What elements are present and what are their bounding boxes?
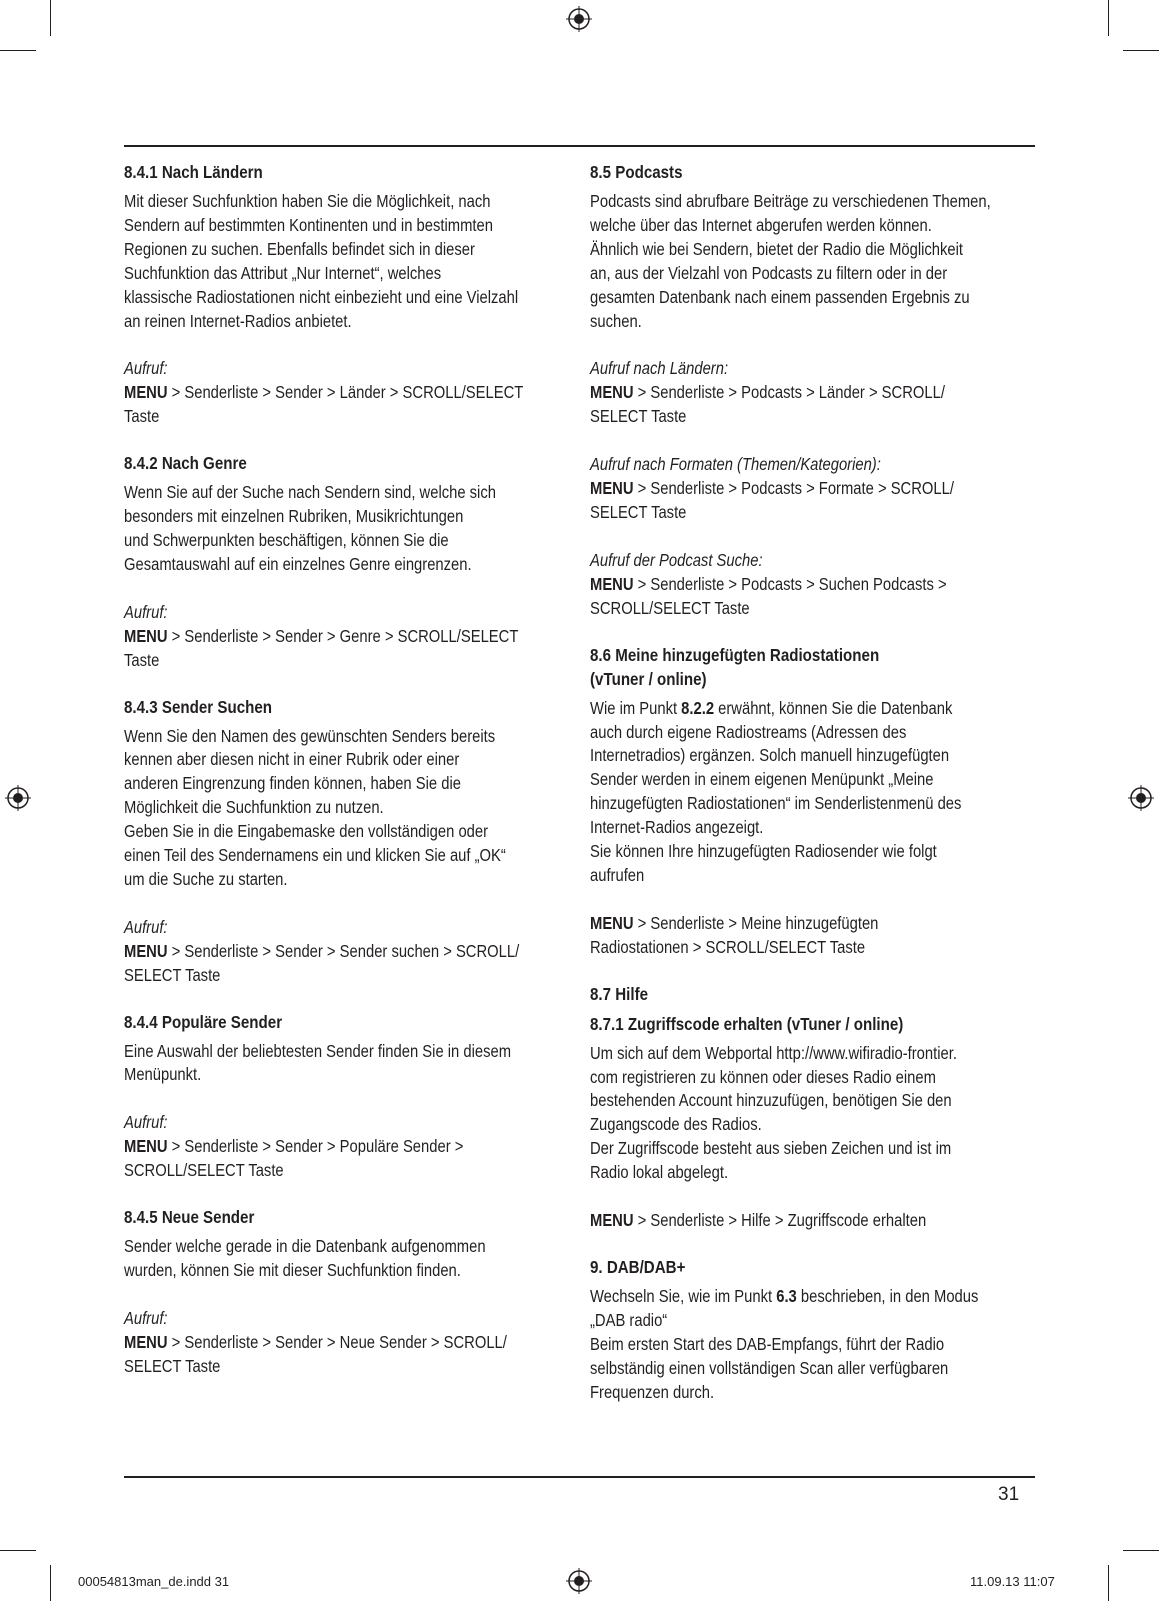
menu-keyword: MENU [124,1331,168,1352]
subsection-heading: 8.7.1 Zugriffscode erhalten (vTuner / online) [590,1013,904,1034]
aufruf-label: Aufruf: [124,601,168,622]
body-line: Zugangscode des Radios. [590,1114,762,1135]
menu-path-continued: Radiostationen > SCROLL/SELECT Taste [590,936,866,957]
section-heading: 8.4.5 Neue Sender [124,1207,255,1228]
section-heading-line: 8.6 Meine hinzugefügten Radiostationen [590,644,880,665]
menu-keyword: MENU [124,382,168,403]
body-line: Wenn Sie auf der Suche nach Sendern sind, welche sich [124,482,496,503]
body-line: besonders mit einzelnen Rubriken, Musikrichtungen [124,506,464,527]
body-line: Radio lokal abgelegt. [590,1162,729,1183]
section-8-7 [590,982,1042,1233]
section-reference: 6.3 [776,1286,797,1306]
menu-keyword: MENU [590,382,634,403]
body-line: Wenn Sie den Namen des gewünschten Senders bereits [124,725,496,746]
menu-path-continued: SELECT Taste [124,1355,221,1376]
body-line: Frequenzen durch. [590,1381,715,1402]
crop-mark [0,50,36,51]
body-text: Wie im Punkt [590,697,682,718]
section-8-5 [590,160,1042,621]
body-line: Um sich auf dem Webportal http://www.wifiradio-frontier. [590,1042,957,1063]
body-line: Podcasts sind abrufbare Beiträge zu verschiedenen Themen, [590,191,991,211]
menu-path-text: > Senderliste > Meine hinzugefügten [633,912,879,933]
body-line: Sender welche gerade in die Datenbank aufgenommen [124,1236,486,1257]
body-line: selbständig einen vollständigen Scan aller verfügbaren [590,1357,949,1378]
crop-mark [50,0,51,36]
section-8-4-2 [124,451,579,672]
body-line: wurden, können Sie mit dieser Suchfunktion finden. [124,1260,461,1280]
aufruf-label: Aufruf: [124,1307,168,1328]
body-text: beschrieben, in den Modus [796,1286,979,1306]
body-line: Der Zugriffscode besteht aus sieben Zeichen und ist im [590,1138,952,1159]
body-line: kennen aber diesen nicht in einer Rubrik oder einer [124,749,460,770]
body-line: klassische Radiostationen nicht einbezieht und eine Vielzahl [124,286,519,307]
body-line: und Schwerpunkten beschäftigen, können Sie die [124,529,449,550]
slug-timestamp: 11.09.13 11:07 [970,1574,1055,1589]
menu-path-text: > Senderliste > Podcasts > Länder > SCROLL/ [633,382,945,403]
body-line: Menüpunkt. [124,1064,202,1085]
menu-path-text: > Senderliste > Podcasts > Suchen Podcasts > [633,573,947,594]
body-line: Regionen zu suchen. Ebenfalls befindet sich in dieser [124,238,475,259]
menu-path [590,573,979,597]
body-line: Ähnlich wie bei Sendern, bietet der Radio die Möglichkeit [590,238,964,259]
menu-path-text: > Senderliste > Podcasts > Formate > SCROLL/ [633,478,954,499]
aufruf-label: Aufruf: [124,358,168,379]
section-heading: 8.5 Podcasts [590,162,683,182]
menu-path [124,1135,515,1159]
crop-mark [1123,1550,1159,1551]
body-line: suchen. [590,310,642,331]
body-line: an, aus der Vielzahl von Podcasts zu filtern oder in der [590,262,948,283]
menu-path [124,625,519,649]
section-8-4-5 [124,1205,579,1379]
menu-path-continued: Taste [124,406,160,427]
aufruf-label: Aufruf: [124,1112,168,1133]
body-line: Geben Sie in die Eingabemaske den vollständigen oder [124,821,489,842]
crop-mark [50,1565,51,1601]
section-8-4-3 [124,695,579,988]
menu-keyword: MENU [590,478,634,499]
section-8-4-1 [124,160,579,429]
section-8-6 [590,643,1042,960]
menu-keyword: MENU [590,912,634,933]
body-line: aufrufen [590,864,645,885]
menu-path [590,1209,979,1233]
menu-path [590,912,979,936]
section-heading: 8.7 Hilfe [590,983,649,1004]
section-heading: 9. DAB/DAB+ [590,1257,686,1277]
menu-path [124,940,520,964]
menu-path-continued: SCROLL/SELECT Taste [124,1160,284,1181]
menu-path-text: > Senderliste > Hilfe > Zugriffscode erhalten [633,1210,927,1231]
section-heading: 8.4.2 Nach Genre [124,453,247,474]
registration-mark-icon [566,1568,592,1594]
body-line: Beim ersten Start des DAB-Empfangs, führt der Radio [590,1333,945,1354]
section-reference: 8.2.2 [681,697,715,718]
section-heading: 8.4.1 Nach Ländern [124,162,263,182]
body-line: Möglichkeit die Suchfunktion zu nutzen. [124,797,384,818]
body-line: hinzugefügten Radiostationen“ im Senderlistenmenü des [590,793,962,814]
menu-path-continued: SELECT Taste [124,964,221,985]
section-heading [590,643,979,691]
body-line: gesamten Datenbank nach einem passenden Ergebnis zu [590,286,970,307]
menu-path [590,477,979,501]
menu-path [590,381,979,405]
menu-path-text: > Senderliste > Sender > Neue Sender > SCROLL/ [167,1331,507,1352]
left-column [124,160,579,1379]
crop-mark [1123,50,1159,51]
menu-path [124,1331,515,1355]
body-line [590,1285,979,1309]
section-heading: 8.4.4 Populäre Sender [124,1011,283,1032]
menu-keyword: MENU [124,625,168,646]
body-line: „DAB radio“ [590,1309,668,1330]
aufruf-label: Aufruf nach Ländern: [590,358,729,379]
body-line: an reinen Internet-Radios anbietet. [124,310,352,331]
top-rule [124,145,1035,147]
crop-mark [0,1550,36,1551]
section-heading: 8.4.3 Sender Suchen [124,696,273,717]
menu-path-continued: SCROLL/SELECT Taste [590,597,750,618]
registration-mark-icon [566,6,592,32]
body-line: com registrieren zu können oder dieses Radio einem [590,1066,936,1087]
menu-path-continued: SELECT Taste [590,501,687,522]
body-line: Internetradios) ergänzen. Solch manuell hinzugefügten [590,745,950,766]
menu-path-continued: SELECT Taste [590,406,687,427]
body-line: einen Teil des Sendernamens ein und klicken Sie auf „OK“ [124,845,506,866]
registration-mark-icon [5,785,31,811]
menu-keyword: MENU [590,573,634,594]
body-line: Suchfunktion das Attribut „Nur Internet“, welches [124,262,442,283]
menu-path-text: > Senderliste > Sender > Länder > SCROLL/SELECT [167,382,524,403]
crop-mark [1108,1565,1109,1601]
aufruf-label: Aufruf: [124,916,168,937]
body-line: anderen Eingrenzung finden können, haben Sie die [124,773,461,794]
body-line: auch durch eigene Radiostreams (Adressen des [590,721,907,742]
menu-path [124,381,524,405]
body-line: Gesamtauswahl auf ein einzelnes Genre eingrenzen. [124,553,472,574]
body-text: Wechseln Sie, wie im Punkt [590,1286,777,1306]
body-text: erwähnt, können Sie die Datenbank [714,697,953,718]
slug-filename: 00054813man_de.indd 31 [78,1574,230,1589]
body-line: bestehenden Account hinzuzufügen, benötigen Sie den [590,1090,952,1111]
aufruf-label: Aufruf nach Formaten (Themen/Kategorien): [590,454,881,475]
body-line: Sendern auf bestimmten Kontinenten und in bestimmten [124,214,493,235]
page-number: 31 [998,1484,1020,1505]
menu-path-text: > Senderliste > Sender > Populäre Sender > [167,1136,464,1157]
right-column [590,160,1042,1405]
menu-path-text: > Senderliste > Sender > Sender suchen > SCROLL/ [167,940,520,961]
body-line: um die Suche zu starten. [124,868,288,889]
bottom-rule [124,1476,1035,1478]
menu-path-text: > Senderliste > Sender > Genre > SCROLL/SELECT [167,625,519,646]
body-line: Sender werden in einem eigenen Menüpunkt „Meine [590,769,934,790]
crop-mark [1108,0,1109,36]
section-heading-line: (vTuner / online) [590,668,707,689]
section-9 [590,1255,1042,1405]
menu-keyword: MENU [124,1136,168,1157]
body-line: Sie können Ihre hinzugefügten Radiosender wie folgt [590,841,937,862]
registration-mark-icon [1128,785,1154,811]
menu-keyword: MENU [590,1210,634,1231]
body-line: Eine Auswahl der beliebtesten Sender finden Sie in diesem [124,1040,512,1061]
body-line: Mit dieser Suchfunktion haben Sie die Möglichkeit, nach [124,191,491,211]
menu-keyword: MENU [124,940,168,961]
aufruf-label: Aufruf der Podcast Suche: [590,549,763,570]
body-line: Internet-Radios angezeigt. [590,817,764,838]
body-line: welche über das Internet abgerufen werden können. [590,214,932,235]
section-8-4-4 [124,1010,579,1184]
body-line [590,697,979,721]
menu-path-continued: Taste [124,649,160,670]
